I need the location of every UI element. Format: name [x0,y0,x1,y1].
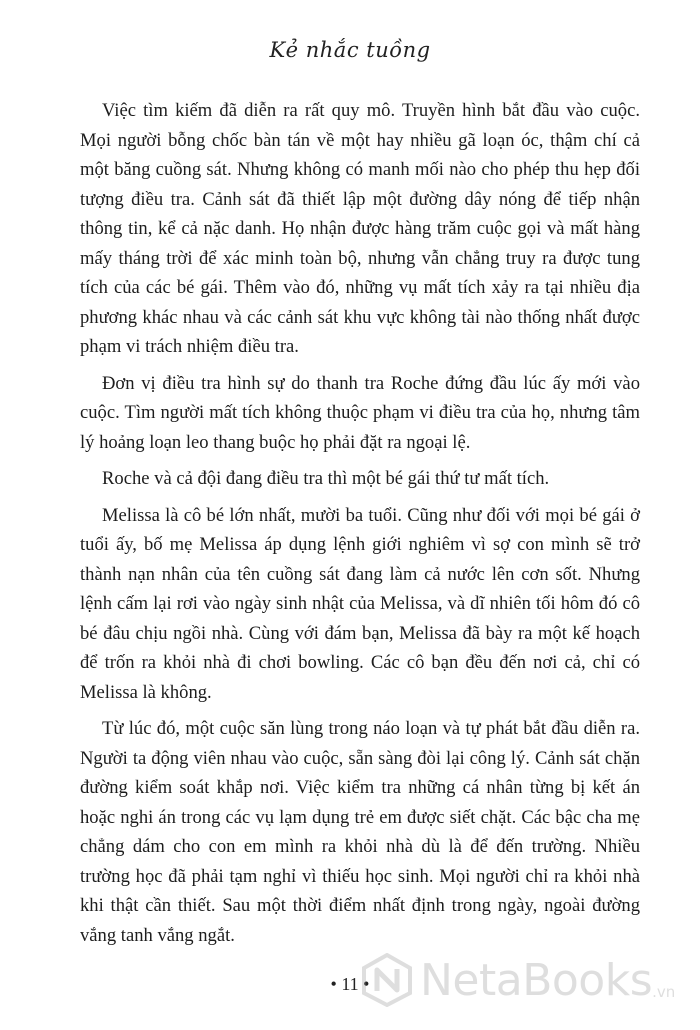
paragraph: Roche và cả đội đang điều tra thì một bé gái thứ tư mất tích. [102,468,550,489]
watermark-suffix: .vn [652,983,676,1001]
watermark [360,945,690,1015]
netabooks-logo-icon [360,953,414,1007]
body-text [80,96,640,957]
paragraph: Đơn vị điều tra hình sự do thanh tra Roche đứng đầu lúc ấy mới vào cuộc. Tìm người mất tích không thuộc phạm vi điều tra của họ, nhưng tâm lý hoảng loạn leo thang buộc họ phải đặt ra ngoại lệ. [80,372,640,453]
running-title: Kẻ nhắc tuồng [269,38,431,62]
paragraph: Melissa là cô bé lớn nhất, mười ba tuổi. Cũng như đối với mọi bé gái ở tuổi ấy, bố mẹ Melissa áp dụng lệnh giới nghiêm vì sợ con mình sẽ trở thành nạn nhân của tên cuồng sát đang làm cả nước lên cơn sốt. Nhưng lệnh cấm lại rơi vào ngày sinh nhật của Melissa, và dĩ nhiên tối hôm đó cô bé đâu chịu ngồi nhà. Cùng với đám bạn, Melissa đã bày ra một kế hoạch để trốn ra khỏi nhà đi chơi bowling. Các cô bạn đều đến nơi cả, chỉ có Melissa là không. [80,504,640,703]
watermark-brand: NetaBooks [420,954,653,1006]
paragraph: Việc tìm kiếm đã diễn ra rất quy mô. Truyền hình bắt đầu vào cuộc. Mọi người bỗng chốc bàn tán về một hay nhiều gã loạn óc, thậm chí cả một băng cuồng sát. Nhưng không có manh mối nào cho phép thu hẹp đối tượng điều tra. Cảnh sát đã thiết lập một đường dây nóng để tiếp nhận thông tin, kể cả nặc danh. Họ nhận được hàng trăm cuộc gọi và mất hàng mấy tháng trời để xác minh toàn bộ, nhưng vẫn chẳng truy ra được tung tích của các bé gái. Thêm vào đó, những vụ mất tích xảy ra tại nhiều địa phương khác nhau và các cảnh sát khu vực không tài nào thống nhất được phạm vi trách nhiệm điều tra. [80,100,640,357]
page-number: • 11 • [330,974,370,994]
paragraph: Từ lúc đó, một cuộc săn lùng trong náo loạn và tự phát bắt đầu diễn ra. Người ta động viên nhau vào cuộc, sẵn sàng đòi lại công lý. Cảnh sát chặn đường kiểm soát khắp nơi. Việc kiểm tra những cá nhân từng bị kết án hoặc nghi án trong các vụ lạm dụng trẻ em được siết chặt. Các bậc cha mẹ chẳng dám cho con em mình ra khỏi nhà dù là để đến trường. Nhiều trường học đã phải tạm nghỉ vì thiếu học sinh. Mọi người chỉ ra khỏi nhà khi thật cần thiết. Sau một thời điểm nhất định trong ngày, ngoài đường vắng tanh vắng ngắt. [80,718,640,946]
